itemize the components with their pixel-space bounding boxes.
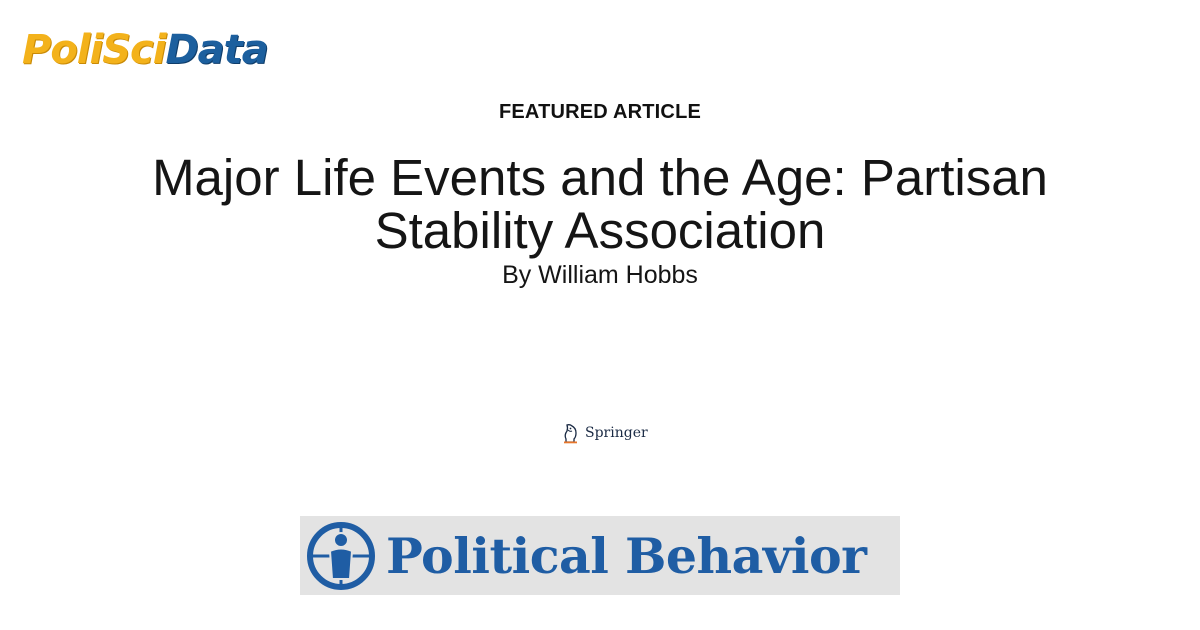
- article-byline: By William Hobbs: [502, 261, 698, 289]
- brand-logo-part-a: PoliSci: [22, 27, 166, 73]
- journal-banner: [300, 516, 900, 595]
- chess-knight-icon: [561, 422, 581, 444]
- article-title: Major Life Events and the Age: Partisan Stability Association: [152, 149, 1048, 259]
- brand-logo[interactable]: [22, 18, 268, 73]
- publisher-logo: [561, 421, 648, 445]
- publisher-name: Springer: [585, 425, 648, 441]
- featured-label: FEATURED ARTICLE: [498, 101, 702, 123]
- person-globe-icon: [306, 521, 376, 591]
- journal-name: Political Behavior: [386, 527, 867, 585]
- brand-logo-part-b: Data: [165, 27, 268, 73]
